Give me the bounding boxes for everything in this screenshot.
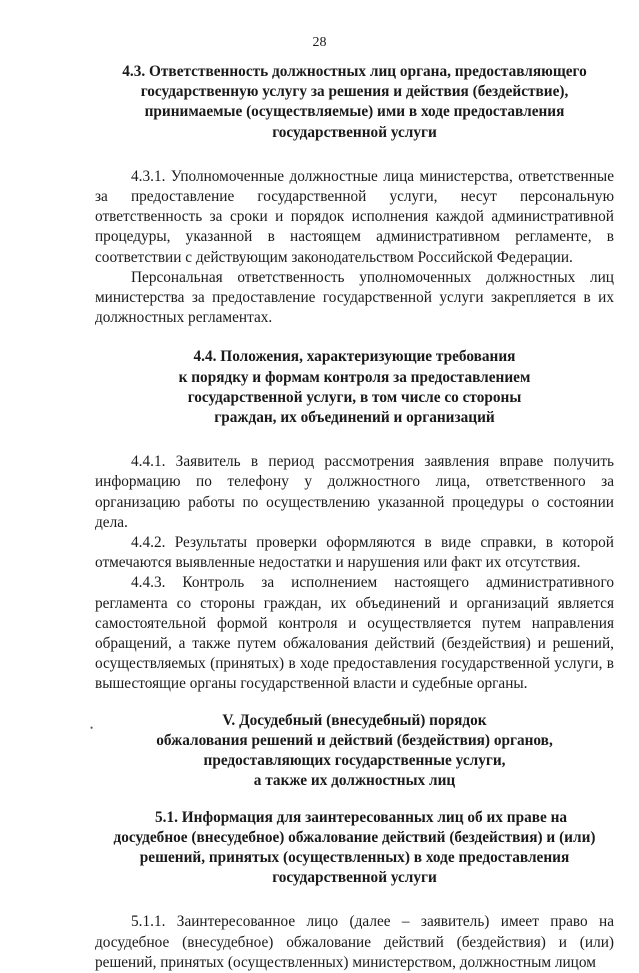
heading-line: принимаемые (осуществляемые) ими в ходе предоставления — [144, 103, 565, 121]
heading-line: 4.3. Ответственность должностных лиц органа, предоставляющего — [122, 63, 587, 80]
heading-line: государственной услуги — [272, 869, 437, 887]
heading-line: решений, принятых (осуществленных) в ходе предоставления — [139, 848, 570, 866]
paragraph-5-1-1: 5.1.1. Заинтересованное лицо (далее – заявитель) имеет право на досудебное (внесудебное) обжалование действий (бездействия) и (или) решений, принятых (осуществленных) министерством, должностным лицом — [95, 913, 614, 971]
paragraph-4-3-1: 4.3.1. Уполномоченные должностные лица министерства, ответственные за предоставление государственной услуги, несут персональную ответственность за сроки и порядок исполнения каждой административной процедуры, указанной в настоящем административном регламенте, в соответствии с действующим законодательством Российской Федерации. — [95, 167, 614, 266]
heading-line: государственной услуги — [272, 123, 437, 141]
paragraph-4-4-3: 4.4.3. Контроль за исполнением настоящего административного регламента со стороны граждан, их объединений и организаций является самостоятельной формой контроля и осуществляется путем направления обращений, а также путем обжалования действий (бездействия) и решений, осуществляемых (принятых) в ходе предоставления государственной услуги, в вышестоящие органы государственной власти и судебные органы. — [95, 574, 614, 693]
paragraph-4-4-1: 4.4.1. Заявитель в период рассмотрения заявления вправе получить информацию по телефону у должностного лица, ответственного за организацию работы по осуществлению указанной процедуры о состоянии дела. — [95, 453, 614, 531]
heading-line: 4.4. Положения, характеризующие требования — [193, 348, 516, 366]
section-heading-4-3 — [95, 62, 614, 143]
heading-line: 5.1. Информация для заинтересованных лиц об их праве на — [155, 808, 568, 826]
heading-line: государственной услуги, в том числе со стороны — [187, 388, 522, 406]
section-heading-4-4 — [95, 347, 614, 428]
heading-line: обжалования решений и действий (бездействия) органов, — [156, 731, 553, 749]
paragraph-4-4-2: 4.4.2. Результаты проверки оформляются в виде справки, в которой отмечаются выявленные недостатки и нарушения или факт их отсутствия. — [95, 534, 614, 572]
section-heading-5-1 — [95, 808, 614, 889]
heading-line: V. Досудебный (внесудебный) порядок — [222, 711, 487, 729]
scan-artifact-mark: • — [90, 723, 94, 733]
page-content — [95, 62, 614, 973]
heading-line: предоставляющих государственные услуги, — [203, 752, 506, 770]
heading-line: к порядку и формам контроля за предоставлением — [178, 368, 531, 386]
heading-line: а также их должностных лиц — [253, 772, 456, 790]
heading-line: досудебное (внесудебное) обжалование действий (бездействия) и (или) — [113, 828, 596, 846]
paragraph-4-3-2: Персональная ответственность уполномоченных должностных лиц министерства за предоставление государственной услуги закрепляется в их должностных регламентах. — [95, 268, 614, 327]
heading-line: государственную услугу за решения и действия (бездействие), — [140, 83, 569, 101]
page-number: 28 — [312, 35, 327, 50]
heading-line: граждан, их объединений и организаций — [214, 409, 495, 427]
section-heading-v — [95, 711, 614, 792]
